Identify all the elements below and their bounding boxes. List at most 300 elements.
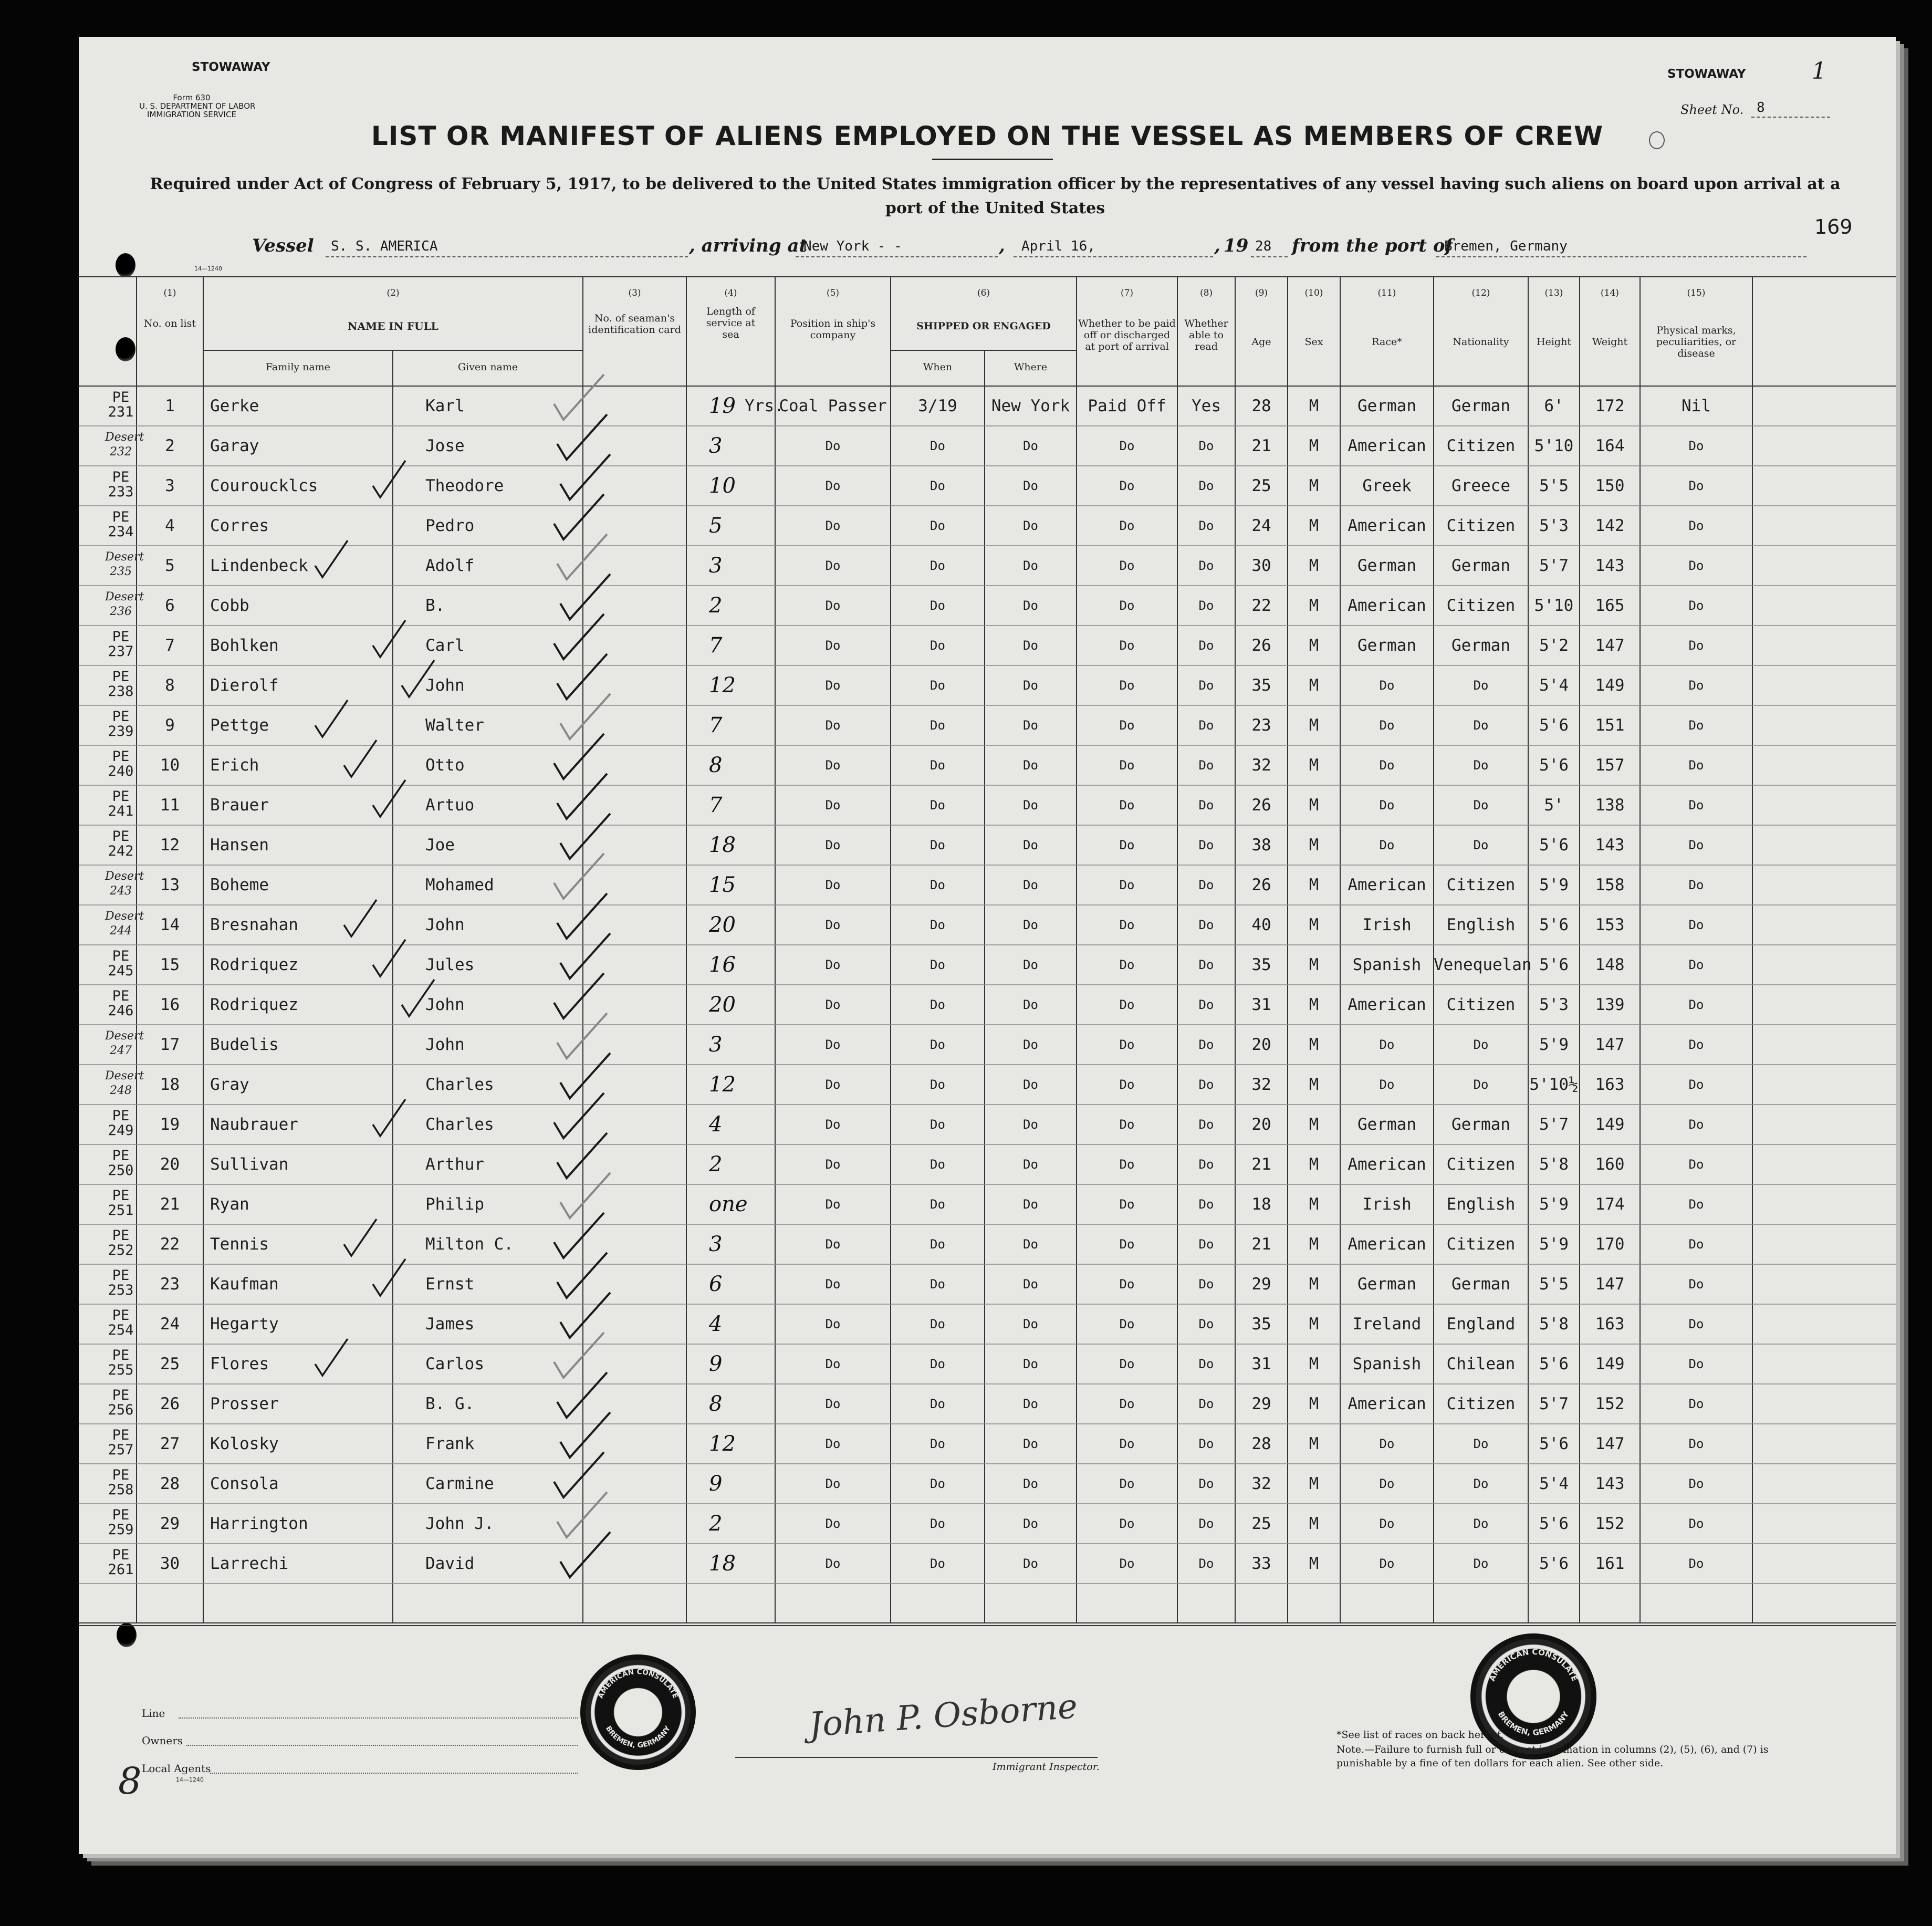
check-mark-seaman-card: [557, 414, 607, 460]
cell-nationality: Do: [1473, 1556, 1489, 1571]
pe-code: Desert 235: [105, 550, 144, 578]
cell-given: B.: [425, 596, 445, 615]
cell-paid: Do: [1119, 1317, 1135, 1331]
cell-race: American: [1348, 436, 1426, 455]
cell-family: Consola: [210, 1474, 279, 1493]
cell-where: Do: [1023, 1037, 1038, 1052]
col-num-13: (13): [1544, 288, 1563, 298]
cell-weight: 152: [1595, 1514, 1625, 1533]
cell-race: Do: [1379, 678, 1395, 693]
cell-when: Do: [930, 439, 945, 453]
cell-age: 31: [1251, 995, 1271, 1014]
cell-given: John: [425, 995, 465, 1014]
cell-given: Carl: [425, 636, 465, 655]
cell-height: 5'2: [1539, 636, 1569, 655]
cell-race: Greek: [1362, 476, 1412, 495]
col-header-where: Where: [1014, 361, 1048, 373]
cell-no: 22: [160, 1235, 180, 1254]
cell-age: 25: [1251, 476, 1271, 495]
cell-race: Do: [1379, 718, 1395, 733]
cell-where: Do: [1023, 1237, 1038, 1252]
cell-no: 29: [160, 1514, 180, 1533]
pe-code: PE 239: [108, 709, 134, 740]
cell-where: Do: [1023, 878, 1038, 892]
pe-code: PE 252: [108, 1227, 134, 1258]
cell-no: 30: [160, 1554, 180, 1573]
departure-port: Bremen, Germany: [1444, 238, 1568, 254]
cell-age: 32: [1251, 1474, 1271, 1493]
penalty-note: Note.—Failure to furnish full or correct information in columns (2), (5), (6), and (7) is punishable by a fine of ten dollars for each alien. See other side.: [1336, 1744, 1769, 1769]
cell-marks: Do: [1688, 1357, 1704, 1371]
cell-when: Do: [930, 918, 945, 932]
cell-where: Do: [1023, 1077, 1038, 1092]
cell-when: Do: [930, 798, 945, 813]
cell-marks: Do: [1688, 1197, 1704, 1212]
cell-weight: 152: [1595, 1394, 1625, 1413]
cell-marks: Do: [1688, 1397, 1704, 1411]
cell-where: Do: [1023, 478, 1038, 493]
cell-race: Do: [1379, 1077, 1395, 1092]
col-header-height: Height: [1537, 336, 1571, 348]
cell-family: Couroucklcs: [210, 476, 318, 495]
cell-sex: M: [1309, 1115, 1319, 1134]
cell-nationality: Do: [1473, 1077, 1489, 1092]
cell-when: Do: [930, 997, 945, 1012]
check-mark-seaman-card: [560, 1412, 610, 1457]
cell-read: Do: [1198, 1277, 1214, 1292]
cell-position: Do: [825, 1117, 841, 1132]
check-mark-seaman-card: [554, 1452, 604, 1497]
cell-sex: M: [1309, 1075, 1319, 1094]
cell-position: Do: [825, 638, 841, 653]
cell-sex: M: [1309, 596, 1319, 615]
cell-weight: 153: [1595, 915, 1625, 934]
cell-when: Do: [930, 718, 945, 733]
cell-race: American: [1348, 596, 1426, 615]
cell-sex: M: [1309, 636, 1319, 655]
check-mark-seaman-card: [554, 1332, 604, 1378]
form-number: Form 630: [173, 93, 211, 102]
cell-nationality: German: [1451, 1275, 1510, 1294]
cell-service: 3: [709, 1033, 723, 1057]
cell-where: New York: [991, 397, 1070, 415]
cell-when: Do: [930, 957, 945, 972]
check-mark-seaman-card: [560, 933, 610, 978]
check-mark-seaman-card: [560, 814, 610, 859]
cell-when: Do: [930, 518, 945, 533]
check-mark-seaman-card: [554, 973, 604, 1018]
cell-height: 5'7: [1539, 1115, 1569, 1134]
cell-when: Do: [930, 1277, 945, 1292]
year-prefix: 19: [1224, 235, 1249, 256]
cell-sex: M: [1309, 1195, 1319, 1214]
cell-race: American: [1348, 876, 1426, 894]
cell-paid: Do: [1119, 558, 1135, 573]
cell-given: Philip: [425, 1195, 484, 1214]
cell-paid: Do: [1119, 1277, 1135, 1292]
cell-paid: Do: [1119, 1117, 1135, 1132]
cell-age: 20: [1251, 1115, 1271, 1134]
cell-age: 28: [1251, 397, 1271, 415]
check-mark-seaman-card: [560, 1532, 610, 1577]
cell-paid: Do: [1119, 1037, 1135, 1052]
check-mark-seaman-card: [557, 774, 607, 819]
cell-weight: 172: [1595, 397, 1625, 415]
cell-sex: M: [1309, 1554, 1319, 1573]
cell-paid: Do: [1119, 1476, 1135, 1491]
svg-text:BREMEN, GERMANY: [1496, 1709, 1571, 1737]
cell-no: 17: [160, 1035, 180, 1054]
cell-position: Do: [825, 1157, 841, 1172]
cell-service: 2: [709, 1152, 723, 1177]
cell-sex: M: [1309, 1514, 1319, 1533]
cell-where: Do: [1023, 1197, 1038, 1212]
cell-position: Do: [825, 1037, 841, 1052]
check-mark-seaman-card: [557, 1133, 607, 1178]
cell-no: 10: [160, 756, 180, 775]
cell-marks: Do: [1688, 1516, 1704, 1531]
cell-race: Do: [1379, 1476, 1395, 1491]
check-mark-seaman-card: [560, 694, 610, 739]
cell-race: Do: [1379, 1436, 1395, 1451]
cell-sex: M: [1309, 1155, 1319, 1174]
pe-code: PE 255: [108, 1347, 134, 1378]
cell-family: Erich: [210, 756, 259, 775]
cell-position: Do: [825, 957, 841, 972]
check-mark-seaman-card: [560, 574, 610, 619]
cell-nationality: Do: [1473, 1516, 1489, 1531]
cell-family: Gray: [210, 1075, 249, 1094]
cell-service: 20: [709, 993, 736, 1017]
check-mark-family-name: [373, 1099, 405, 1136]
cell-family: Tennis: [210, 1235, 269, 1254]
check-mark-seaman-card: [557, 893, 607, 939]
cell-family: Rodriquez: [210, 955, 298, 974]
cell-paid: Do: [1119, 518, 1135, 533]
cell-paid: Do: [1119, 1077, 1135, 1092]
cell-service: 20: [709, 913, 736, 937]
cell-race: Do: [1379, 838, 1395, 852]
cell-position: Do: [825, 1476, 841, 1491]
cell-race: American: [1348, 1155, 1426, 1174]
pe-code: Desert 247: [105, 1029, 144, 1057]
cell-given: Artuo: [425, 796, 475, 815]
cell-given: John J.: [425, 1514, 494, 1533]
check-mark-seaman-card: [560, 1293, 610, 1338]
cell-nationality: Citizen: [1446, 516, 1516, 535]
cell-height: 5'9: [1539, 1235, 1569, 1254]
cell-race: American: [1348, 1394, 1426, 1413]
cell-race: American: [1348, 1235, 1426, 1254]
cell-position: Do: [825, 1317, 841, 1331]
seal-text-top: AMERICAN CONSULATE: [1487, 1647, 1580, 1683]
cell-weight: 163: [1595, 1315, 1625, 1334]
cell-age: 18: [1251, 1195, 1271, 1214]
cell-where: Do: [1023, 798, 1038, 813]
cell-where: Do: [1023, 1476, 1038, 1491]
cell-no: 16: [160, 995, 180, 1014]
cell-sex: M: [1309, 1474, 1319, 1493]
cell-nationality: German: [1451, 1115, 1510, 1134]
pe-code: Desert 244: [105, 910, 144, 938]
cell-where: Do: [1023, 1117, 1038, 1132]
pe-code: PE 240: [108, 748, 134, 779]
cell-marks: Do: [1688, 1436, 1704, 1451]
cell-height: 5'7: [1539, 556, 1569, 575]
cell-no: 26: [160, 1394, 180, 1413]
cell-given: David: [425, 1554, 475, 1573]
cell-nationality: Citizen: [1446, 995, 1516, 1014]
cell-read: Do: [1198, 558, 1214, 573]
cell-family: Prosser: [210, 1394, 279, 1413]
cell-service: 6: [709, 1272, 723, 1296]
cell-position: Do: [825, 1277, 841, 1292]
cell-where: Do: [1023, 1317, 1038, 1331]
cell-height: 5'6: [1539, 1514, 1569, 1533]
cell-read: Do: [1198, 997, 1214, 1012]
cell-given: Milton C.: [425, 1235, 514, 1254]
cell-race: Spanish: [1352, 1355, 1422, 1373]
stowaway-label-left: STOWAWAY: [192, 60, 270, 74]
cell-when: Do: [930, 758, 945, 773]
cell-paid: Do: [1119, 838, 1135, 852]
cell-when: Do: [930, 1397, 945, 1411]
cell-nationality: German: [1451, 556, 1510, 575]
cell-position: Do: [825, 439, 841, 453]
vessel-name: S. S. AMERICA: [331, 238, 438, 254]
cell-marks: Do: [1688, 678, 1704, 693]
arrival-year: 28: [1255, 238, 1272, 254]
cell-where: Do: [1023, 678, 1038, 693]
cell-given: Jose: [425, 436, 465, 455]
cell-given: Charles: [425, 1115, 494, 1134]
cell-given: Mohamed: [425, 876, 494, 894]
cell-marks: Do: [1688, 718, 1704, 733]
cell-when: Do: [930, 1556, 945, 1571]
cell-paid: Do: [1119, 1157, 1135, 1172]
cell-family: Gerke: [210, 397, 259, 415]
cell-when: Do: [930, 558, 945, 573]
check-mark-seaman-card: [554, 1093, 604, 1138]
cell-nationality: German: [1451, 636, 1510, 655]
cell-age: 21: [1251, 1235, 1271, 1254]
cell-when: Do: [930, 1197, 945, 1212]
cell-age: 29: [1251, 1394, 1271, 1413]
cell-read: Do: [1198, 1397, 1214, 1411]
cell-given: John: [425, 915, 465, 934]
cell-family: Sullivan: [210, 1155, 289, 1174]
cell-age: 26: [1251, 796, 1271, 815]
cell-height: 5'8: [1539, 1155, 1569, 1174]
cell-nationality: Citizen: [1446, 1235, 1516, 1254]
cell-nationality: England: [1446, 1315, 1516, 1334]
cell-nationality: Do: [1473, 678, 1489, 693]
cell-service: 10: [709, 474, 736, 498]
cell-sex: M: [1309, 1394, 1319, 1413]
cell-weight: 157: [1595, 756, 1625, 775]
cell-position: Do: [825, 878, 841, 892]
from-port-label: from the port of: [1292, 235, 1453, 256]
cell-sex: M: [1309, 476, 1319, 495]
pe-code: PE 238: [108, 669, 134, 700]
cell-read: Do: [1198, 1157, 1214, 1172]
cell-age: 24: [1251, 516, 1271, 535]
cell-no: 1: [165, 397, 175, 415]
cell-family: Brauer: [210, 796, 269, 815]
cell-given: Pedro: [425, 516, 475, 535]
cell-where: Do: [1023, 1357, 1038, 1371]
cell-where: Do: [1023, 1397, 1038, 1411]
cell-given: Charles: [425, 1075, 494, 1094]
cell-paid: Do: [1119, 1556, 1135, 1571]
cell-family: Harrington: [210, 1514, 308, 1533]
cell-service: 8: [709, 753, 723, 777]
cell-sex: M: [1309, 915, 1319, 934]
cell-given: Carlos: [425, 1355, 484, 1373]
cell-marks: Do: [1688, 558, 1704, 573]
cell-position: Do: [825, 1516, 841, 1531]
cell-marks: Do: [1688, 798, 1704, 813]
cell-paid: Do: [1119, 878, 1135, 892]
cell-age: 38: [1251, 836, 1271, 855]
cell-no: 6: [165, 596, 175, 615]
cell-age: 26: [1251, 636, 1271, 655]
col-num-7: (7): [1120, 288, 1134, 298]
cell-nationality: Do: [1473, 838, 1489, 852]
col-num-6: (6): [977, 288, 990, 298]
line-rule: [179, 1717, 578, 1719]
cell-sex: M: [1309, 676, 1319, 695]
cell-race: American: [1348, 995, 1426, 1014]
cell-service: 4: [709, 1312, 723, 1336]
cell-height: 6': [1544, 397, 1564, 415]
page-number: 169: [1814, 215, 1853, 238]
cell-sex: M: [1309, 556, 1319, 575]
cell-race: Do: [1379, 1556, 1395, 1571]
cell-race: Spanish: [1352, 955, 1422, 974]
cell-read: Do: [1198, 1476, 1214, 1491]
consulate-seal-left: [580, 1654, 696, 1770]
check-mark-seaman-card: [557, 1492, 607, 1537]
cell-height: 5'6: [1539, 756, 1569, 775]
sheet-number-label: Sheet No.: [1680, 102, 1744, 117]
cell-paid: Do: [1119, 1436, 1135, 1451]
cell-read: Do: [1198, 878, 1214, 892]
cell-height: 5'9: [1539, 1195, 1569, 1214]
cell-race: Do: [1379, 758, 1395, 773]
cell-no: 3: [165, 476, 175, 495]
cell-height: 5'6: [1539, 915, 1569, 934]
cell-read: Do: [1198, 1556, 1214, 1571]
cell-nationality: Citizen: [1446, 1155, 1516, 1174]
pe-code: PE 234: [108, 509, 134, 540]
cell-where: Do: [1023, 518, 1038, 533]
cell-given: Adolf: [425, 556, 475, 575]
pe-code: PE 259: [108, 1507, 134, 1538]
cell-service: 7: [709, 713, 723, 737]
cell-given: Walter: [425, 716, 484, 735]
cell-weight: 147: [1595, 1035, 1625, 1054]
cell-family: Bohlken: [210, 636, 279, 655]
cell-family: Corres: [210, 516, 269, 535]
cell-nationality: English: [1446, 915, 1516, 934]
pe-code: PE 250: [108, 1148, 134, 1179]
cell-paid: Do: [1119, 439, 1135, 453]
cell-read: Do: [1198, 1077, 1214, 1092]
check-mark-family-name: [373, 780, 405, 817]
check-mark-seaman-card: [557, 534, 607, 579]
inspector-signature: John P. Osborne: [808, 1687, 1079, 1745]
check-mark-family-name: [402, 660, 434, 697]
cell-marks: Do: [1688, 957, 1704, 972]
cell-weight: 149: [1595, 676, 1625, 695]
cell-position: Do: [825, 1077, 841, 1092]
cell-age: 21: [1251, 436, 1271, 455]
cell-family: Lindenbeck: [210, 556, 308, 575]
cell-read: Do: [1198, 478, 1214, 493]
consulate-seal-right: [1470, 1633, 1596, 1760]
check-mark-seaman-card: [557, 1013, 607, 1058]
cell-marks: Do: [1688, 997, 1704, 1012]
cell-race: Do: [1379, 1037, 1395, 1052]
cell-marks: Do: [1688, 478, 1704, 493]
cell-height: 5'10: [1534, 596, 1574, 615]
cell-race: German: [1357, 1115, 1416, 1134]
check-mark-family-name: [344, 740, 377, 777]
cell-paid: Do: [1119, 1237, 1135, 1252]
cell-paid: Do: [1119, 1397, 1135, 1411]
cell-family: Hansen: [210, 836, 269, 855]
cell-where: Do: [1023, 1436, 1038, 1451]
check-mark-family-name: [315, 700, 348, 737]
cell-nationality: Venequelan: [1434, 955, 1532, 974]
col-header-sex: Sex: [1304, 336, 1323, 348]
cell-given: John: [425, 676, 465, 695]
cell-read: Do: [1198, 1037, 1214, 1052]
cell-marks: Do: [1688, 758, 1704, 773]
cell-no: 8: [165, 676, 175, 695]
cell-weight: 143: [1595, 836, 1625, 855]
seal-text-bottom: BREMEN, GERMANY: [1496, 1710, 1571, 1737]
cell-service: 5: [709, 514, 723, 538]
cell-when: Do: [930, 678, 945, 693]
agents-code: 14—1240: [176, 1776, 204, 1783]
cell-position: Do: [825, 718, 841, 733]
cell-height: 5'3: [1539, 995, 1569, 1014]
col-header-given: Given name: [457, 361, 518, 373]
cell-weight: 151: [1595, 716, 1625, 735]
arrival-port: New York - -: [803, 238, 902, 254]
col-header-nationality: Nationality: [1453, 336, 1509, 348]
cell-paid: Do: [1119, 758, 1135, 773]
cell-weight: 149: [1595, 1355, 1625, 1373]
pe-code: Desert 243: [105, 870, 144, 898]
check-mark-seaman-card: [560, 454, 610, 499]
pe-code: PE 251: [108, 1188, 134, 1219]
cell-no: 21: [160, 1195, 180, 1214]
cell-height: 5'6: [1539, 1434, 1569, 1453]
cell-sex: M: [1309, 1235, 1319, 1254]
cell-service: 12: [709, 673, 736, 697]
pe-code: PE 253: [108, 1267, 134, 1298]
cell-height: 5'10½: [1529, 1075, 1579, 1094]
cell-where: Do: [1023, 918, 1038, 932]
pe-code: PE 256: [108, 1387, 134, 1418]
cell-read: Do: [1198, 1516, 1214, 1531]
cell-read: Do: [1198, 1357, 1214, 1371]
pe-code: PE 246: [108, 988, 134, 1019]
cell-read: Do: [1198, 1117, 1214, 1132]
